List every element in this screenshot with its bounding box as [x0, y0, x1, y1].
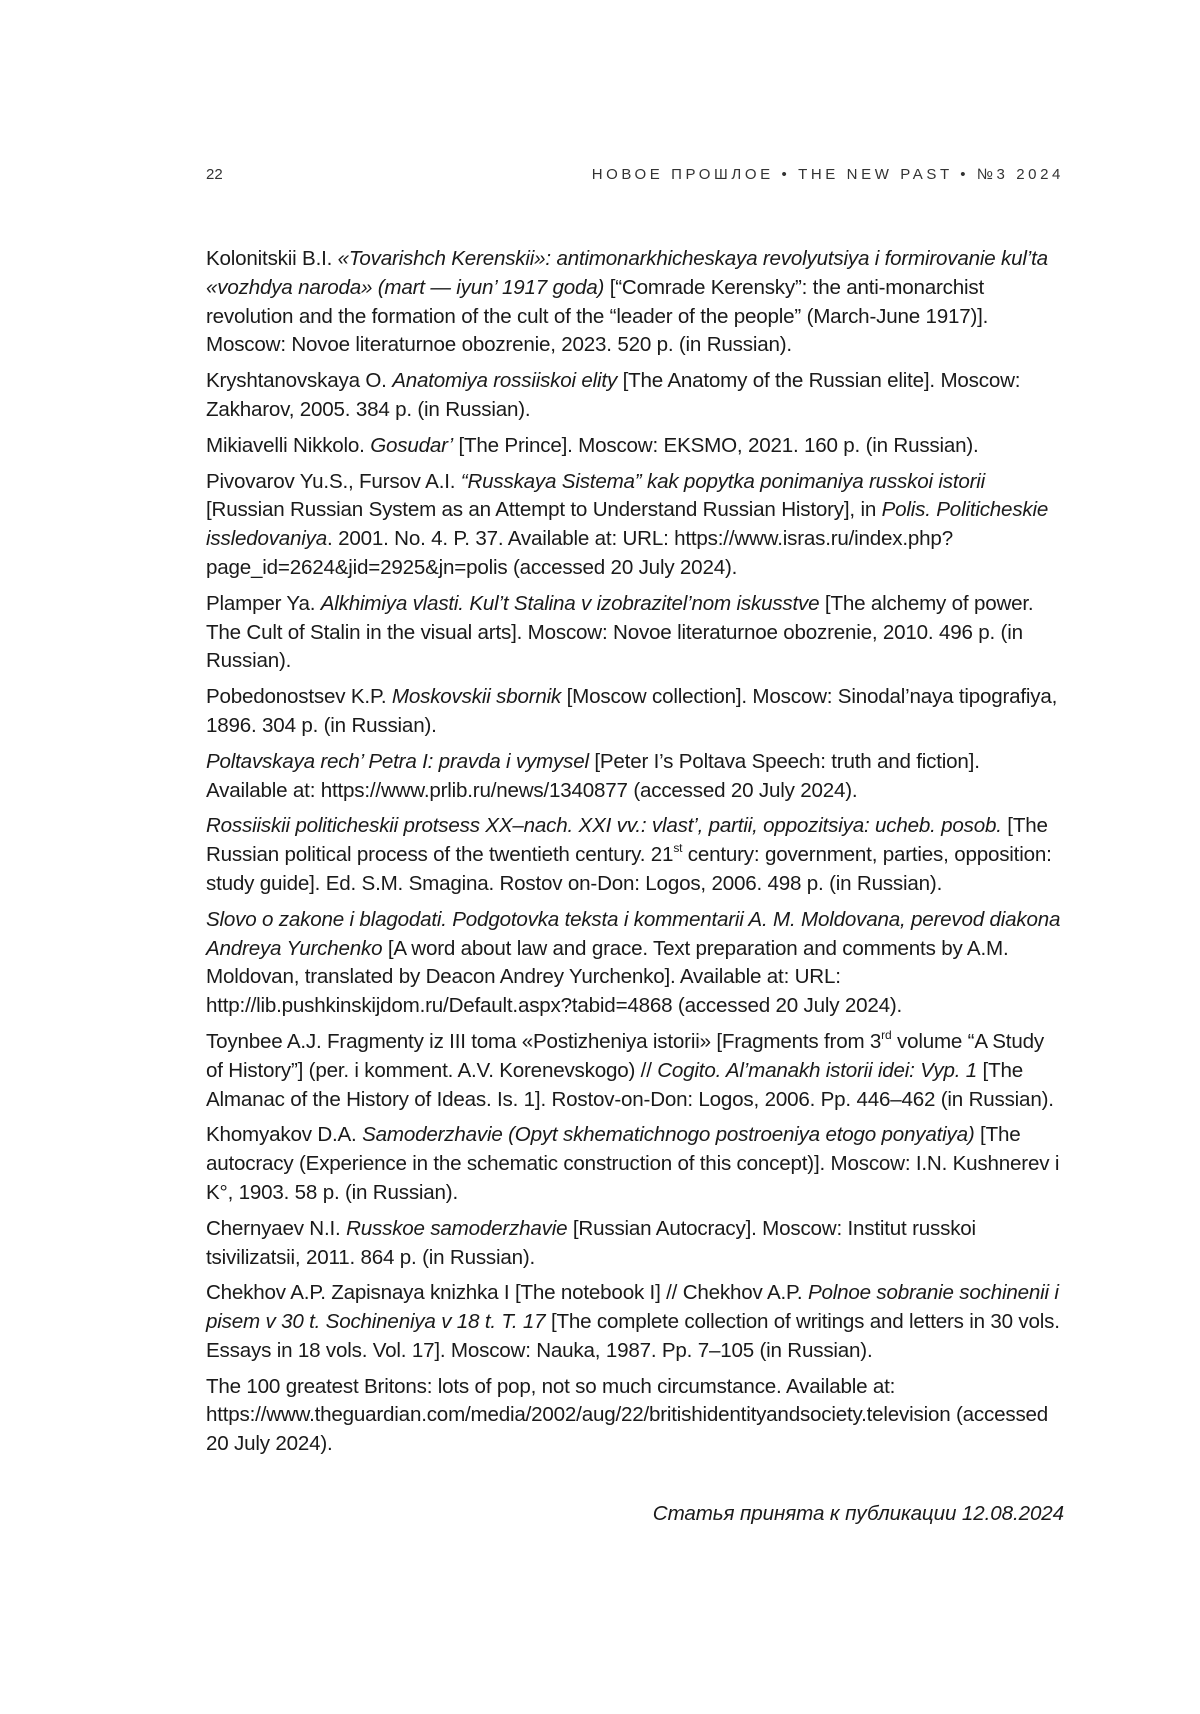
references-list: [206, 245, 1064, 1466]
reference-item: Rossiiskii politicheskii protsess XX–nach. XXI vv.: vlast’, partii, oppozitsiya: ucheb. posob. [The Russian political process of the twentieth century. 21st century: government, parties, opposition: study guide]. Ed. S.M. Smagina. Rostov on-Don: Logos, 2006. 498 p. (in Russian).: [206, 812, 1064, 898]
journal-title: НОВОЕ ПРОШЛОЕ • THE NEW PAST • №3 2024: [592, 166, 1064, 183]
reference-item: Poltavskaya rech’ Petra I: pravda i vymysel [Peter I’s Poltava Speech: truth and fiction]. Available at: https://www.prlib.ru/news/1340877 (accessed 20 July 2024).: [206, 748, 1064, 806]
reference-item: Kryshtanovskaya O. Anatomiya rossiiskoi elity [The Anatomy of the Russian elite]. Moscow: Zakharov, 2005. 384 p. (in Russian).: [206, 367, 1064, 425]
reference-item: Kolonitskii B.I. «Tovarishch Kerenskii»: antimonarkhicheskaya revolyutsiya i formirovanie kul’ta «vozhdya naroda» (mart — iyun’ 1917 goda) [“Comrade Kerensky”: the anti-monarchist revolution and the formation of the cult of the “leader of the people” (March-June 1917)]. Moscow: Novoe literaturnoe obozrenie, 2023. 520 p. (in Russian).: [206, 245, 1064, 360]
reference-item: Toynbee A.J. Fragmenty iz III toma «Postizheniya istorii» [Fragments from 3rd volume “A Study of History”] (per. i komment. A.V. Korenevskogo) // Cogito. Al’manakh istorii idei: Vyp. 1 [The Almanac of the History of Ideas. Is. 1]. Rostov-on-Don: Logos, 2006. Pp. 446–462 (in Russian).: [206, 1028, 1064, 1114]
reference-item: Pobedonostsev K.P. Moskovskii sbornik [Moscow collection]. Moscow: Sinodal’naya tipografiya, 1896. 304 p. (in Russian).: [206, 683, 1064, 741]
reference-item: Mikiavelli Nikkolo. Gosudar’ [The Prince]. Moscow: EKSMO, 2021. 160 p. (in Russian).: [206, 432, 1064, 461]
reference-item: Chernyaev N.I. Russkoe samoderzhavie [Russian Autocracy]. Moscow: Institut russkoi tsivilizatsii, 2011. 864 p. (in Russian).: [206, 1215, 1064, 1273]
acceptance-note: Статья принята к публикации 12.08.2024: [653, 1502, 1064, 1526]
reference-item: Pivovarov Yu.S., Fursov A.I. “Russkaya Sistema” kak popytka ponimaniya russkoi istorii [Russian Russian System as an Attempt to Understand Russian History], in Polis. Politicheskie issledovaniya. 2001. No. 4. P. 37. Available at: URL: https://www.isras.ru/index.php?page_id=2624&jid=2925&jn=polis (accessed 20 July 2024).: [206, 468, 1064, 583]
reference-item: Plamper Ya. Alkhimiya vlasti. Kul’t Stalina v izobrazitel’nom iskusstve [The alchemy of power. The Cult of Stalin in the visual arts]. Moscow: Novoe literaturnoe obozrenie, 2010. 496 p. (in Russian).: [206, 590, 1064, 676]
page-number: 22: [206, 166, 223, 183]
page-header: [206, 166, 1064, 188]
reference-item: Chekhov A.P. Zapisnaya knizhka I [The notebook I] // Chekhov A.P. Polnoe sobranie sochinenii i pisem v 30 t. Sochineniya v 18 t. T. 17 [The complete collection of writings and letters in 30 vols. Essays in 18 vols. Vol. 17]. Moscow: Nauka, 1987. Pp. 7–105 (in Russian).: [206, 1279, 1064, 1365]
reference-item: Khomyakov D.A. Samoderzhavie (Opyt skhematichnogo postroeniya etogo ponyatiya) [The autocracy (Experience in the schematic construction of this concept)]. Moscow: I.N. Kushnerev i K°, 1903. 58 p. (in Russian).: [206, 1121, 1064, 1207]
reference-item: Slovo o zakone i blagodati. Podgotovka teksta i kommentarii A. M. Moldovana, perevod diakona Andreya Yurchenko [A word about law and grace. Text preparation and comments by A.M. Moldovan, translated by Deacon Andrey Yurchenko]. Available at: URL: http://lib.pushkinskijdom.ru/Default.aspx?tabid=4868 (accessed 20 July 2024).: [206, 906, 1064, 1021]
reference-item: The 100 greatest Britons: lots of pop, not so much circumstance. Available at: https://www.theguardian.com/media/2002/aug/22/britishidentityandsociety.television (accessed 20 July 2024).: [206, 1373, 1064, 1459]
